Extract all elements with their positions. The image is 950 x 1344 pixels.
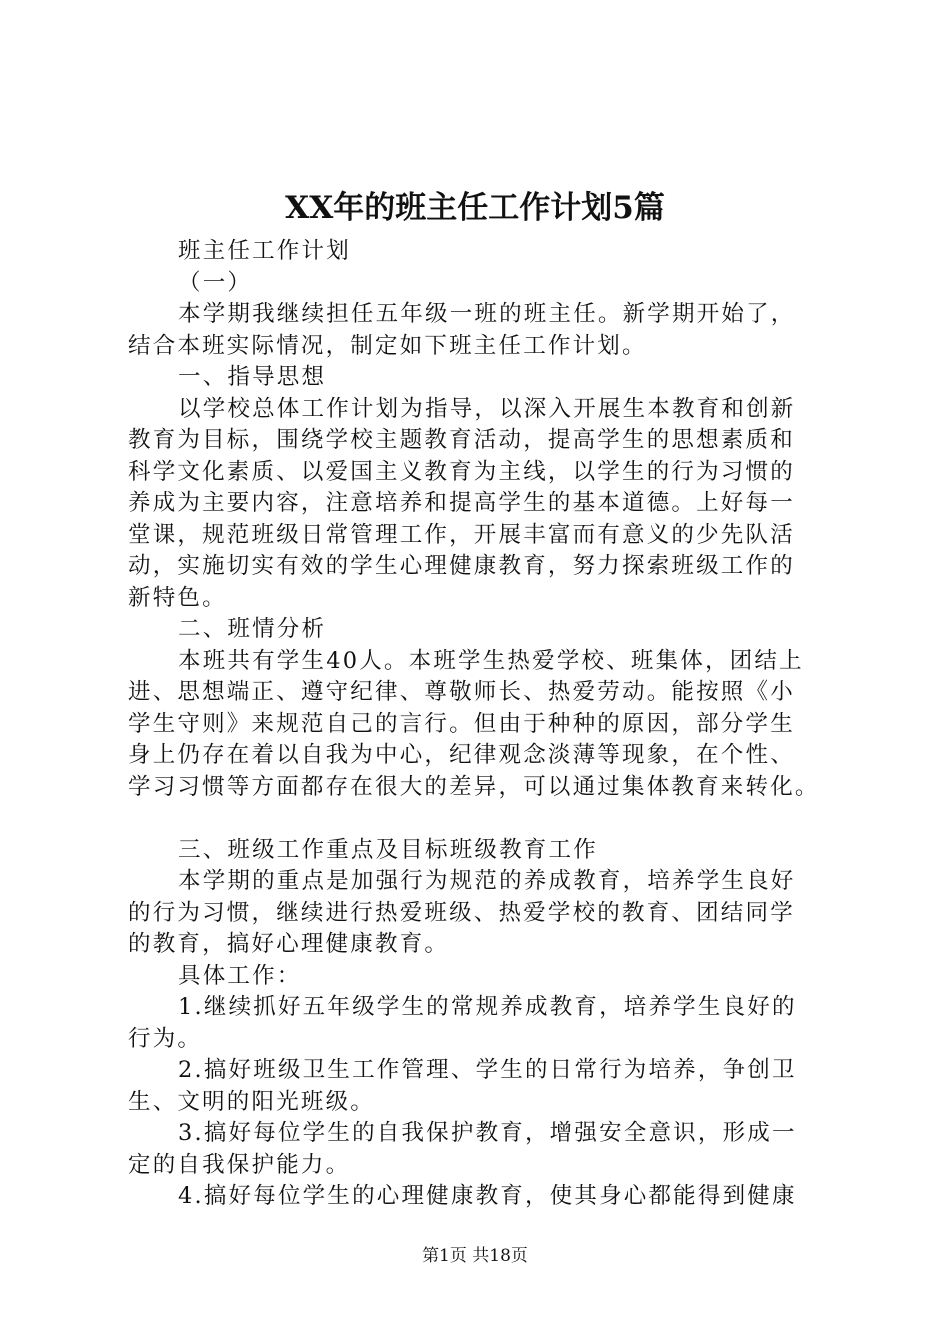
paragraph-line: 定的自我保护能力。: [128, 1151, 351, 1178]
page-footer: 第1页 共18页: [422, 1246, 528, 1266]
paragraph-line: 本班共有学生40人。本班学生热爱学校、班集体，团结上: [178, 647, 804, 674]
paragraph-line: 班主任工作计划: [178, 238, 351, 264]
paragraph-line: 一、指导思想: [178, 364, 327, 390]
paragraph-line: 养成为主要内容，注意培养和提高学生的基本道德。上好每一: [128, 490, 795, 516]
paragraph-line: 新特色。: [128, 584, 227, 611]
paragraph-line: 的行为习惯，继续进行热爱班级、热爱学校的教育、团结同学: [128, 899, 795, 926]
paragraph-line: 2.搞好班级卫生工作管理、学生的日常行为培养，争创卫: [178, 1057, 797, 1083]
paragraph-line: 3.搞好每位学生的自我保护教育，增强安全意识，形成一: [178, 1120, 797, 1146]
paragraph-line: 学生守则》来规范自己的言行。但由于种种的原因，部分学生: [128, 710, 795, 737]
paragraph-line: 进、思想端正、遵守纪律、尊敬师长、热爱劳动。能按照《小: [128, 679, 795, 705]
paragraph-line: 三、班级工作重点及目标班级教育工作: [178, 836, 598, 863]
paragraph-line: 生、文明的阳光班级。: [128, 1088, 376, 1115]
paragraph-line: 本学期我继续担任五年级一班的班主任。新学期开始了，: [178, 301, 796, 327]
document-title: XX年的班主任工作计划5篇: [285, 190, 665, 226]
paragraph-line: 本学期的重点是加强行为规范的养成教育，培养学生良好: [178, 868, 796, 894]
paragraph-line: 教育为目标，围绕学校主题教育活动，提高学生的思想素质和: [128, 427, 795, 453]
paragraph-line: 二、班情分析: [178, 616, 327, 642]
paragraph-line: 具体工作：: [178, 962, 302, 989]
paragraph-line: 以学校总体工作计划为指导，以深入开展生本教育和创新: [178, 395, 796, 422]
paragraph-line: 科学文化素质、以爱国主义教育为主线，以学生的行为习惯的: [128, 458, 795, 485]
document-body: [128, 236, 833, 1213]
paragraph-line: （一）: [178, 269, 253, 296]
paragraph-line: 身上仍存在着以自我为中心，纪律观念淡薄等现象，在个性、: [128, 742, 795, 768]
paragraph-line: 4.搞好每位学生的心理健康教育，使其身心都能得到健康: [178, 1183, 797, 1209]
paragraph-line: 的教育，搞好心理健康教育。: [128, 931, 450, 957]
blank-line: [128, 803, 833, 835]
paragraph-line: 1.继续抓好五年级学生的常规养成教育，培养学生良好的: [178, 994, 797, 1020]
paragraph-line: 动，实施切实有效的学生心理健康教育，努力探索班级工作的: [128, 553, 795, 579]
paragraph-line: 学习习惯等方面都存在很大的差异，可以通过集体教育来转化。: [128, 773, 820, 800]
paragraph-line: 行为。: [128, 1025, 203, 1052]
paragraph-line: 堂课，规范班级日常管理工作，开展丰富而有意义的少先队活: [128, 521, 795, 548]
paragraph-line: 结合本班实际情况，制定如下班主任工作计划。: [128, 332, 647, 359]
